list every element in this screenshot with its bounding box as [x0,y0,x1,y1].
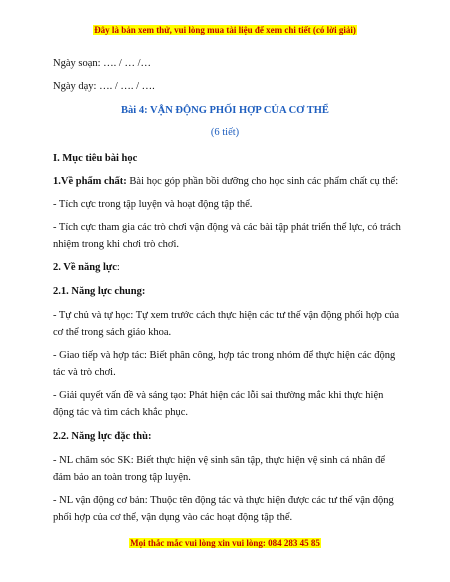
specific-ability-heading: 2.2. Năng lực đặc thù: [53,431,152,442]
general-ability-heading: 2.1. Năng lực chung: [53,286,146,297]
quality-item-2-line2: nhiệm trong khi chơi trò chơi. [53,239,179,250]
quality-item-2-line1: - Tích cực tham gia các trò chơi vận động và các bài tập phát triển thể lực, có trách [53,222,401,233]
general-item-1-line1: - Tự chủ và tự học: Tự xem trước cách thực hiện các tư thế vận động phối hợp của [53,310,400,321]
general-item-3-line2: động tác và tìm cách khắc phục. [53,407,188,418]
lesson-title: Bài 4: VẬN ĐỘNG PHỐI HỢP CỦA CƠ THỂ [121,105,329,116]
specific-item-1-line2: đảm bảo an toàn trong tập luyện. [53,472,191,483]
date-prepared: Ngày soạn: …. / … /… [53,58,151,69]
contact-banner: Mọi thắc mắc vui lòng xin vui lòng: 084 283 45 85 [130,538,320,548]
preview-banner: Đây là bản xem thử, vui lòng mua tài liệu để xem chi tiết (có lời giải) [94,25,356,35]
quality-item-1: - Tích cực trong tập luyện và hoạt động tập thể. [53,199,253,210]
specific-item-2-line2: phối hợp của cơ thể, vận dụng vào các hoạt động tập thể. [53,512,293,523]
quality-paragraph [53,175,397,189]
section-objectives-heading: I. Mục tiêu bài học [53,153,138,164]
general-item-2-line1: - Giao tiếp và hợp tác: Biết phân công, hợp tác trong nhóm để thực hiện các động [53,350,396,361]
specific-item-1-line1: - NL chăm sóc SK: Biết thực hiện vệ sinh sân tập, thực hiện vệ sinh cá nhân để [53,455,386,466]
date-taught: Ngày dạy: …. / …. / …. [53,81,155,92]
quality-label: 1.Về phẩm chất: [53,176,127,187]
quality-text: Bài học góp phần bồi dưỡng cho học sinh các phẩm chất cụ thể: [126,176,399,187]
specific-item-2-line1: - NL vận động cơ bản: Thuộc tên động tác và thực hiện được các tư thế vận động [53,495,394,506]
general-item-1-line2: cơ thể trong sách giáo khoa. [53,327,172,338]
ability-label: 2. Về năng lực [53,262,117,273]
general-item-2-line2: tác và trò chơi. [53,367,116,378]
ability-heading: 2. Về năng lực: [53,262,120,273]
general-item-3-line1: - Giải quyết vấn đề và sáng tạo: Phát hiện các lỗi sai thường mắc khi thực hiện [53,390,384,401]
lesson-duration: (6 tiết) [210,127,240,138]
